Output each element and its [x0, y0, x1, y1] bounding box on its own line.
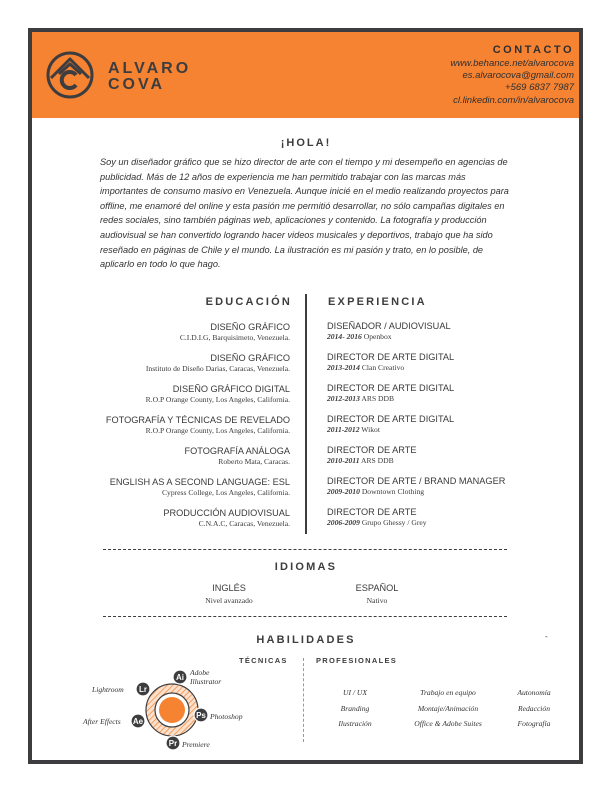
experience-title: EXPERIENCIA [328, 296, 427, 308]
education-item [60, 322, 290, 353]
experience-dates: 2013-2014 [327, 363, 360, 372]
professional-skill: UI / UX [342, 688, 368, 697]
experience-item [327, 352, 557, 383]
education-item [60, 384, 290, 415]
language-item [322, 582, 432, 606]
contact-email-link[interactable]: es.alvarocova@gmail.com [462, 70, 574, 82]
contact-behance-link[interactable]: www.behance.net/alvarocova [450, 58, 574, 69]
education-list [60, 322, 290, 539]
svg-text:Pr: Pr [168, 739, 178, 748]
experience-item [327, 476, 557, 507]
experience-dates: 2006-2009 [327, 518, 360, 527]
experience-role: DIRECTOR DE ARTE / BRAND MANAGER [327, 476, 506, 486]
education-item [60, 477, 290, 508]
lightroom-icon [136, 682, 150, 696]
premiere-icon [166, 736, 180, 750]
experience-company: ARS DDB [360, 456, 394, 465]
education-item [60, 446, 290, 477]
professional-skill: Montaje/Animación [417, 704, 479, 713]
skills-title: HABILIDADES [256, 634, 356, 646]
education-item [60, 415, 290, 446]
language-level: Nivel avanzado [205, 596, 253, 605]
education-school: Cypress College, Los Angeles, California. [161, 488, 290, 497]
experience-role: DIRECTOR DE ARTE [327, 445, 417, 455]
svg-text:Lr: Lr [139, 685, 147, 694]
education-school: R.O.P Orange County, Los Angeles, California. [145, 426, 290, 435]
wheel-core [159, 697, 185, 723]
language-level: Nativo [366, 596, 388, 605]
education-item [60, 353, 290, 384]
contact-linkedin-link[interactable]: cl.linkedin.com/in/alvarocova [453, 94, 574, 106]
tool-label-illustrator: Adobe Illustrator [190, 668, 222, 686]
experience-role: DIRECTOR DE ARTE DIGITAL [327, 352, 455, 362]
professional-skill: Redacción [517, 704, 551, 713]
language-name: ESPAÑOL [355, 583, 399, 593]
education-school: R.O.P Orange County, Los Angeles, California. [145, 395, 290, 404]
experience-company: Downtown Clothing [361, 487, 425, 496]
column-divider [305, 294, 307, 534]
experience-company: Clan Creativo [361, 363, 405, 372]
experience-item [327, 414, 557, 445]
after-effects-icon [131, 714, 145, 728]
tool-label-premiere: Premiere [182, 740, 210, 749]
tool-label-photoshop: Photoshop [210, 712, 243, 721]
experience-item [327, 445, 557, 476]
skills-divider [303, 658, 304, 742]
education-school: C.N.A.C, Caracas, Venezuela. [198, 519, 290, 528]
professional-skill: Office & Adobe Suites [414, 719, 482, 728]
intro-paragraph: Soy un diseñador gráfico que se hizo director de arte con el tiempo y mi desempeño en agencias de publicidad. Más de 12 años de experiencia me han permitido trabajar con las marcas más importantes de consumo masivo en Venezuela. Aunque inicié en el medio realizando proyectos para offline, me enamoré del online y esta pasión me permitió desarrollar, no sólo campañas digitales en redes sociales, sino también páginas web, aplicaciones y contenido. La fotografía y producción audiovisual se han convertido logrando hacer videos musicales y deportivos, trabajo que ha sido reseñado en páginas de Chile y el mundo. La ilustración es mi pasión y trato, en lo posible, de aplicarlo en todo lo que hago. [100, 157, 509, 270]
experience-company: ARS DDB [361, 394, 395, 403]
experience-item [327, 321, 557, 352]
experience-list [327, 321, 557, 538]
name-last: COVA [108, 76, 166, 93]
stray-mark: - [545, 632, 548, 641]
tool-label-after-effects: After Effects [83, 717, 121, 726]
experience-item [327, 507, 557, 538]
experience-dates: 2009-2010 [327, 487, 360, 496]
technical-skills-title: TÉCNICAS [239, 656, 288, 665]
experience-role: DIRECTOR DE ARTE [327, 507, 417, 517]
svg-text:Ai: Ai [176, 673, 184, 682]
experience-role: DISEÑADOR / AUDIOVISUAL [327, 321, 451, 331]
education-degree: DISEÑO GRÁFICO DIGITAL [172, 384, 290, 394]
candidate-name [108, 61, 191, 93]
education-school: Instituto de Diseño Darias, Caracas, Venezuela. [145, 364, 290, 373]
experience-company: Wikot [361, 425, 380, 434]
contact-block [450, 44, 574, 107]
experience-dates: 2014- 2016 [327, 332, 362, 341]
education-degree: ENGLISH AS A SECOND LANGUAGE: ESL [109, 477, 290, 487]
language-item [174, 582, 284, 606]
experience-role: DIRECTOR DE ARTE DIGITAL [327, 383, 455, 393]
professional-skill: Branding [340, 704, 370, 713]
tool-label-lightroom: Lightroom [92, 685, 124, 694]
education-degree: DISEÑO GRÁFICO [210, 353, 290, 363]
experience-dates: 2010-2011 [327, 456, 360, 465]
logo-house-c-icon [45, 50, 95, 100]
divider-dashed [103, 616, 507, 617]
education-degree: FOTOGRAFÍA ANÁLOGA [184, 446, 290, 456]
svg-text:Ae: Ae [132, 717, 144, 726]
experience-dates: 2011-2012 [327, 425, 360, 434]
languages-title: IDIOMAS [274, 561, 338, 573]
education-school: C.I.D.I.G, Barquisimeto, Venezuela. [179, 333, 290, 342]
education-degree: FOTOGRAFÍA Y TÉCNICAS DE REVELADO [105, 415, 290, 425]
professional-skill: Autonomía [517, 688, 551, 697]
language-name: INGLÉS [212, 583, 246, 593]
education-degree: PRODUCCIÓN AUDIOVISUAL [163, 508, 290, 518]
divider-dashed [103, 549, 507, 550]
contact-title: CONTACTO [492, 44, 574, 56]
experience-role: DIRECTOR DE ARTE DIGITAL [327, 414, 455, 424]
professional-skills-title: PROFESIONALES [316, 656, 398, 665]
intro-title: ¡HOLA! [280, 137, 332, 149]
svg-text:Ps: Ps [196, 711, 206, 720]
professional-skill: Ilustración [338, 719, 372, 728]
photoshop-icon [194, 708, 208, 722]
professional-skill: Trabajo en equipo [420, 688, 476, 697]
contact-phone: +569 6837 7987 [505, 82, 574, 94]
experience-item [327, 383, 557, 414]
education-item [60, 508, 290, 539]
experience-dates: 2012-2013 [327, 394, 360, 403]
education-school: Roberto Mata, Caracas. [218, 457, 290, 466]
professional-skill: Fotografía [517, 719, 551, 728]
name-first: ALVARO [108, 60, 192, 77]
illustrator-icon [173, 670, 187, 684]
education-title: EDUCACIÓN [205, 296, 292, 308]
experience-company: Grupo Ghessy / Grey [361, 518, 427, 527]
experience-company: Openbox [363, 332, 392, 341]
education-degree: DISEÑO GRÁFICO [210, 322, 290, 332]
